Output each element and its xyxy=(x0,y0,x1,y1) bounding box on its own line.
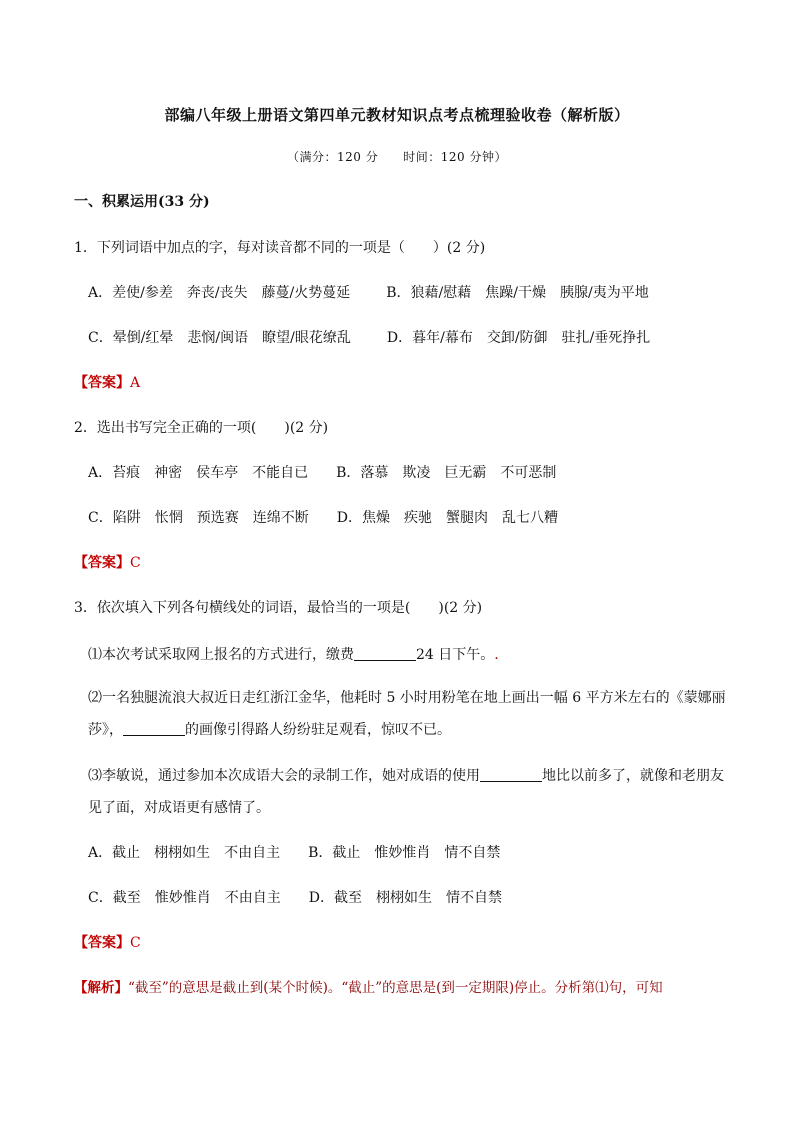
question-2-option-c: C．陷阱 怅惘 预选赛 连绵不断 xyxy=(88,510,309,526)
fill-blank xyxy=(354,646,416,661)
question-3-option-a: A．截止 栩栩如生 不由自主 xyxy=(88,845,281,861)
question-1-option-d: D．暮年/幕布 交卸/防御 驻扎/垂死挣扎 xyxy=(386,330,651,346)
question-3-options-row1 xyxy=(88,843,500,863)
sentence-text: 莎》， xyxy=(88,722,123,738)
question-2-option-b: B．落慕 欺凌 巨无霸 不可恶制 xyxy=(336,465,557,481)
fill-blank xyxy=(480,767,542,782)
sentence-text: ⑴本次考试采取网上报名的方式进行，缴费 xyxy=(88,647,354,663)
exam-info: （满分：120 分 时间：120 分钟） xyxy=(287,150,507,164)
section-heading: 一、积累运用(33 分) xyxy=(74,194,210,210)
sentence-text: ⑶李敏说，通过参加本次成语大会的录制工作，她对成语的使用 xyxy=(88,768,480,784)
sentence-text: 24 日下午。 xyxy=(416,647,495,663)
question-2-options-row2 xyxy=(88,508,558,528)
analysis-text: “截至”的意思是截止到(某个时候)。“截止”的意思是(到一定期限)停止。分析第⑴句，可知 xyxy=(128,980,663,996)
question-2-answer xyxy=(74,553,141,573)
question-3-answer xyxy=(74,933,141,953)
question-3-options-row2 xyxy=(88,888,502,908)
question-1-answer xyxy=(74,373,140,393)
question-3-sentence-3-line-1 xyxy=(88,766,724,786)
question-3-stem: 3．依次填入下列各句横线处的词语，最恰当的一项是( )(2 分) xyxy=(74,600,483,616)
answer-label: 【答案】 xyxy=(74,935,130,951)
question-1-option-a: A．差使/参差 奔丧/丧失 藤蔓/火势蔓延 xyxy=(88,285,351,301)
question-3-sentence-2-line-1: ⑵一名独腿流浪大叔近日走红浙江金华，他耗时 5 小时用粉笔在地上画出一幅 6 平方米左右的《蒙娜丽 xyxy=(88,690,726,706)
page-title: 部编八年级上册语文第四单元教材知识点考点梳理验收卷（解析版） xyxy=(164,106,630,124)
question-3-sentence-3-line-2: 见了面，对成语更有感情了。 xyxy=(88,800,270,816)
question-3-option-d: D．截至 栩栩如生 情不自禁 xyxy=(308,890,502,906)
question-3-option-c: C．截至 惟妙惟肖 不由自主 xyxy=(88,890,281,906)
question-3-option-b: B．截止 惟妙惟肖 情不自禁 xyxy=(308,845,501,861)
question-1-options-row1 xyxy=(88,283,649,303)
question-1-option-b: B．狼藉/慰藉 焦躁/干燥 胰腺/夷为平地 xyxy=(386,285,649,301)
question-2-options-row1 xyxy=(88,463,556,483)
fill-blank xyxy=(123,721,185,736)
question-2-option-d: D．焦燥 疾驰 蟹腿肉 乱七八糟 xyxy=(336,510,558,526)
answer-label: 【答案】 xyxy=(74,375,130,391)
analysis-label: 【解析】 xyxy=(74,980,128,996)
answer-label: 【答案】 xyxy=(74,555,130,571)
question-1-option-c: C．晕倒/红晕 悲悯/闽语 瞭望/眼花缭乱 xyxy=(88,330,351,346)
sentence-text: 地比以前多了，就像和老朋友 xyxy=(542,768,724,784)
question-1-stem: 1．下列词语中加点的字，每对读音都不同的一项是（ ）(2 分) xyxy=(74,240,486,256)
question-2-option-a: A．苔痕 神密 侯车亭 不能自已 xyxy=(88,465,309,481)
answer-value: A xyxy=(130,375,141,391)
sentence-text: 的画像引得路人纷纷驻足观看，惊叹不已。 xyxy=(185,722,451,738)
question-3-analysis xyxy=(74,978,663,998)
answer-value: C xyxy=(130,555,141,571)
question-3-sentence-2-line-2 xyxy=(88,720,451,740)
sentence-text: . xyxy=(494,647,499,663)
question-1-options-row2 xyxy=(88,328,650,348)
answer-value: C xyxy=(130,935,141,951)
question-2-stem: 2．选出书写完全正确的一项( )(2 分) xyxy=(74,420,329,436)
question-3-sentence-1 xyxy=(88,645,499,665)
